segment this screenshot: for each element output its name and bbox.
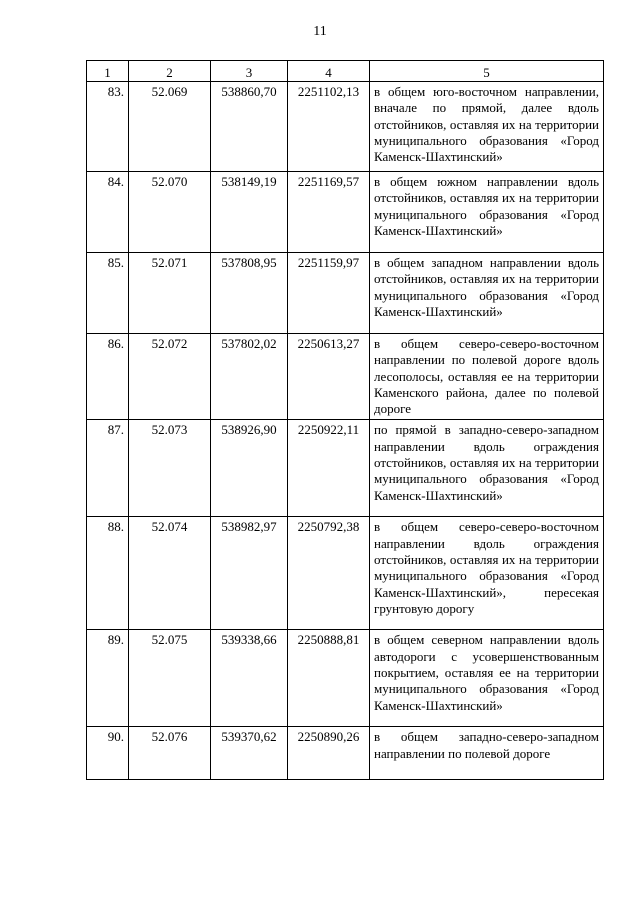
column-header-1: 1 xyxy=(87,61,129,82)
coordinate-y: 2251169,57 xyxy=(288,172,370,253)
point-code: 52.071 xyxy=(129,253,211,334)
table-row xyxy=(87,334,604,420)
coordinate-y: 2251159,97 xyxy=(288,253,370,334)
column-header-4: 4 xyxy=(288,61,370,82)
row-number: 87. xyxy=(87,420,129,517)
header-row xyxy=(87,61,604,82)
coordinate-x: 538926,90 xyxy=(211,420,288,517)
table-row xyxy=(87,172,604,253)
table-row xyxy=(87,517,604,630)
table-body xyxy=(87,82,604,780)
table-row xyxy=(87,630,604,727)
coordinate-x: 538860,70 xyxy=(211,82,288,172)
column-header-3: 3 xyxy=(211,61,288,82)
boundary-description: по прямой в западно-северо-западном направлении вдоль ограждения отстойников, оставляя их на территории муниципального образования «Город Каменск-Шахтинский» xyxy=(370,420,604,517)
boundary-description: в общем юго-восточном направлении, вначале по прямой, далее вдоль отстойников, оставляя их на территории муниципального образования «Город Каменск-Шахтинский» xyxy=(370,82,604,172)
column-header-2: 2 xyxy=(129,61,211,82)
coordinate-x: 537802,02 xyxy=(211,334,288,420)
row-number: 83. xyxy=(87,82,129,172)
table-row xyxy=(87,420,604,517)
row-number: 88. xyxy=(87,517,129,630)
table-row xyxy=(87,253,604,334)
boundary-description: в общем западно-северо-западном направлении по полевой дороге xyxy=(370,727,604,780)
coordinate-y: 2251102,13 xyxy=(288,82,370,172)
row-number: 86. xyxy=(87,334,129,420)
point-code: 52.074 xyxy=(129,517,211,630)
point-code: 52.073 xyxy=(129,420,211,517)
coordinate-x: 539370,62 xyxy=(211,727,288,780)
point-code: 52.075 xyxy=(129,630,211,727)
coordinate-y: 2250922,11 xyxy=(288,420,370,517)
point-code: 52.072 xyxy=(129,334,211,420)
table-row xyxy=(87,82,604,172)
boundary-description: в общем северо-северо-восточном направлении по полевой дороге вдоль лесополосы, оставляя ее на территории Каменского района, далее по полевой дороге xyxy=(370,334,604,420)
boundary-description: в общем северо-северо-восточном направлении вдоль ограждения отстойников, оставляя их на территории муниципального образования «Город Каменск-Шахтинский», пересекая грунтовую дорогу xyxy=(370,517,604,630)
boundary-description: в общем южном направлении вдоль отстойников, оставляя их на территории муниципального образования «Город Каменск-Шахтинский» xyxy=(370,172,604,253)
coordinate-y: 2250792,38 xyxy=(288,517,370,630)
point-code: 52.069 xyxy=(129,82,211,172)
point-code: 52.076 xyxy=(129,727,211,780)
coordinate-x: 539338,66 xyxy=(211,630,288,727)
coordinate-x: 538149,19 xyxy=(211,172,288,253)
coordinate-x: 538982,97 xyxy=(211,517,288,630)
point-code: 52.070 xyxy=(129,172,211,253)
column-header-5: 5 xyxy=(370,61,604,82)
boundary-description: в общем северном направлении вдоль автодороги с усовершенствованным покрытием, оставляя ее на территории муниципального образования «Город Каменск-Шахтинский» xyxy=(370,630,604,727)
boundary-description: в общем западном направлении вдоль отстойников, оставляя их на территории муниципального образования «Город Каменск-Шахтинский» xyxy=(370,253,604,334)
table-header xyxy=(87,61,604,82)
row-number: 89. xyxy=(87,630,129,727)
row-number: 90. xyxy=(87,727,129,780)
coordinate-y: 2250890,26 xyxy=(288,727,370,780)
page-number: 11 xyxy=(313,24,327,39)
coordinate-y: 2250888,81 xyxy=(288,630,370,727)
row-number: 84. xyxy=(87,172,129,253)
row-number: 85. xyxy=(87,253,129,334)
table-row xyxy=(87,727,604,780)
coordinates-table xyxy=(86,60,604,780)
coordinate-y: 2250613,27 xyxy=(288,334,370,420)
coordinate-x: 537808,95 xyxy=(211,253,288,334)
